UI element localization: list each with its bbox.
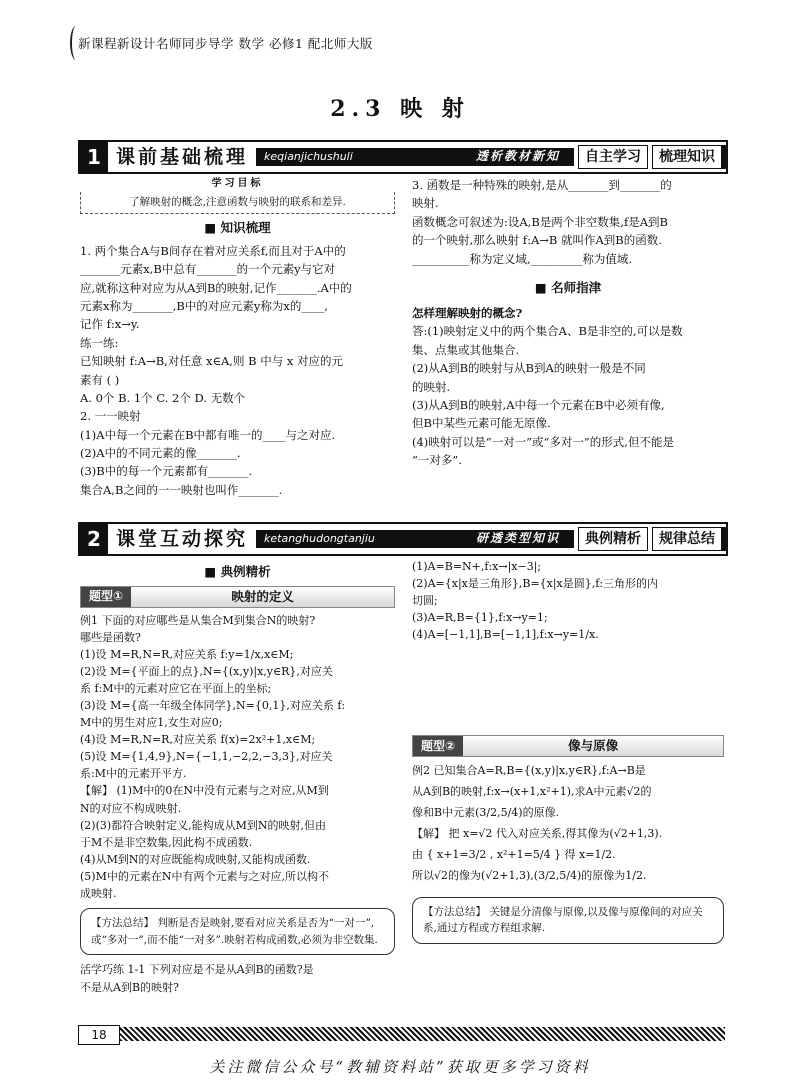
- section-tag-1: 典例精析: [578, 527, 648, 551]
- example-line: 于M不是非空数集,因此构不成函数.: [80, 835, 253, 849]
- example-line: 像和B中元素(3/2,5/4)的原像.: [412, 806, 560, 820]
- text-line: 已知映射 f:A→B,对任意 x∈A,则 B 中与 x 对应的元: [80, 354, 344, 369]
- section-pinyin: ketanghudongtanjiu: [264, 532, 375, 546]
- example-line: 系:M中的元素开平方.: [80, 767, 187, 781]
- answer-line: 集、点集或其他集合.: [412, 342, 520, 357]
- text-line: 集合A,B之间的一一映射也叫作_______.: [80, 482, 283, 497]
- answer-line: 答:(1)映射定义中的两个集合A、B是非空的,可以是数: [412, 324, 683, 339]
- example-line: 系 f:M中的元素对应它在平面上的坐标;: [80, 682, 272, 696]
- examples-heading-text: 典例精析: [220, 564, 271, 579]
- text-line: _______元素x,B中总有_______的一个元素y与它对: [80, 262, 336, 277]
- function-lines: [412, 176, 724, 268]
- example-line: 例2 已知集合A=R,B={(x,y)|x,y∈R},f:A→B是: [412, 764, 646, 778]
- example-line: (5)M中的元素在N中有两个元素与之对应,所以构不: [80, 869, 329, 883]
- text-line: 2. 一一映射: [80, 409, 141, 424]
- example-line: 所以√2的像为(√2+1,3),(3/2,5/4)的原像为1/2.: [412, 868, 647, 882]
- type-tag: 题型①: [81, 587, 131, 607]
- type-name: 像与原像: [568, 738, 619, 754]
- example-line: 【解】 把 x=√2 代入对应关系,得其像为(√2+1,3).: [412, 826, 663, 840]
- practice-1: [80, 961, 395, 996]
- example-line: (1)设 M=R,N=R,对应关系 f:y=1/x,x∈M;: [80, 648, 294, 662]
- example-line: M中的男生对应1,女生对应0;: [80, 716, 223, 730]
- knowledge-heading-text: 知识梳理: [220, 219, 271, 235]
- example-line: (5)设 M={1,4,9},N={−1,1,−2,2,−3,3},对应关: [80, 750, 333, 764]
- section-stripe: [256, 530, 574, 548]
- type-name: 映射的定义: [231, 589, 294, 604]
- text-line: (1)A中每一个元素在B中都有唯一的____与之对应.: [80, 427, 336, 442]
- section-slogan: 研透类型知识: [475, 531, 560, 546]
- page-title: 2.3 映 射: [330, 96, 470, 122]
- section2-left: [80, 558, 395, 997]
- section2-right: [412, 558, 724, 944]
- practice-line: 活学巧练 1-1 下列对应是不是从A到B的函数?是: [80, 963, 314, 977]
- text-line: 3. 函数是一种特殊的映射,是从_______到_______的: [412, 178, 672, 192]
- example-line: 例1 下面的对应哪些是从集合M到集合N的映射?: [80, 614, 316, 627]
- section-stripe: [256, 148, 574, 166]
- text-line: 元素x称为_______,B中的对应元素y称为x的____,: [80, 298, 328, 313]
- section-tag-2: 规律总结: [652, 527, 726, 551]
- practice-item: (1)A=B=N+,f:x→|x−3|;: [412, 560, 542, 573]
- practice-line: 不是从A到B的映射?: [80, 980, 179, 994]
- example-line: 从A到B的映射,f:x→(x+1,x²+1),求A中元素√2的: [412, 785, 652, 799]
- example-line: N的对应不构成映射.: [80, 801, 182, 815]
- answer-line: (2)从A到B的映射与从B到A的映射一般是不同: [412, 361, 646, 376]
- text-line: 的一个映射,那么映射 f:A→B 就叫作A到B的函数.: [412, 233, 662, 248]
- text-line: 应,就称这种对应为从A到B的映射,记作_______.A中的: [80, 280, 352, 295]
- answer-line: (4)映射可以是“一对一”或“多对一”的形式,但不能是: [412, 434, 674, 449]
- section1-right: [412, 176, 724, 469]
- type-bar-2: [412, 735, 724, 757]
- knowledge-lines: [80, 242, 395, 499]
- practice-item: (3)A=R,B={1},f:x→y=1;: [412, 611, 548, 625]
- example-line: (4)设 M=R,N=R,对应关系 f(x)=2x²+1,x∈M;: [80, 733, 316, 747]
- section-tag-1: 自主学习: [578, 145, 648, 169]
- goal-title: 学习目标: [211, 178, 264, 189]
- text-line: (2)A中的不同元素的像_______.: [80, 446, 241, 461]
- text-line: 练一练:: [80, 335, 119, 350]
- example-line: 成映射.: [80, 886, 117, 900]
- tips-question: 怎样理解映射的概念?: [412, 305, 523, 320]
- example-line: 由 { x+1=3/2 , x²+1=5/4 } 得 x=1/2.: [412, 847, 616, 861]
- text-line: 函数概念可叙述为:设A,B是两个非空数集,f是A到B: [412, 214, 668, 229]
- text-line: 素有 ( ): [80, 372, 120, 387]
- type-tag: 题型②: [413, 736, 463, 756]
- tips-heading: ■ 名师指津: [534, 279, 602, 295]
- answer-line: (3)从A到B的映射,A中每一个元素在B中必须有像,: [412, 397, 665, 412]
- text-line: A. 0个 B. 1个 C. 2个 D. 无数个: [80, 390, 246, 405]
- section1-left: [80, 176, 395, 499]
- example-line: 哪些是函数?: [80, 631, 141, 645]
- example-2: [412, 761, 724, 886]
- section-number: 1: [80, 142, 108, 172]
- practice-item: (4)A=[−1,1],B=[−1,1],f:x→y=1/x.: [412, 628, 599, 642]
- text-line: 映射.: [412, 196, 439, 211]
- examples-heading: ■ 典例精析: [204, 564, 271, 579]
- goal-box: [80, 192, 395, 214]
- text-line: (3)B中的每一个元素都有_______.: [80, 464, 253, 479]
- practice-item: (2)A={x|x是三角形},B={x|x是圆},f:三角形的内: [412, 577, 659, 591]
- knowledge-heading: ■ 知识梳理: [204, 219, 271, 235]
- answer-line: 的映射.: [412, 379, 451, 394]
- text-line: 记作 f:x→y.: [80, 317, 140, 332]
- answer-line: “一对多”.: [412, 453, 462, 468]
- practice-item: 切圆;: [412, 594, 438, 608]
- example-line: 【解】 (1)M中的0在N中没有元素与之对应,从M到: [80, 784, 329, 798]
- section-number: 2: [80, 524, 108, 554]
- type-bar-1: [80, 586, 395, 608]
- page-number: 18: [78, 1025, 120, 1045]
- tips-heading-text: 名师指津: [551, 279, 602, 295]
- tips-answer: [412, 322, 724, 469]
- section-band-1: [78, 140, 728, 174]
- footer-note: 关注微信公众号“教辅资料站”获取更多学习资料: [209, 1058, 591, 1076]
- practice-items: [412, 558, 724, 643]
- section-band-2: [78, 522, 728, 556]
- section-tag-2: 梳理知识: [652, 145, 726, 169]
- example-1: [80, 612, 395, 902]
- book-header: 新课程新设计名师同步导学 数学 必修1 配北师大版: [78, 36, 373, 51]
- text-line: __________称为定义域,_________称为值域.: [412, 251, 633, 266]
- section-pinyin: keqianjichushuli: [264, 150, 353, 164]
- example-line: (2)(3)都符合映射定义,能构成从M到N的映射,但由: [80, 818, 327, 832]
- method-summary-2: 【方法总结】 关键是分清像与原像,以及像与原像间的对应关系,通过方程或方程组求解.: [412, 897, 724, 945]
- goal-text: 了解映射的概念,注意函数与映射的联系和差异.: [129, 196, 346, 208]
- section-name: 课堂互动探究: [116, 527, 249, 550]
- page-stripe: [120, 1027, 725, 1041]
- section-name: 课前基础梳理: [116, 145, 249, 168]
- example-line: (3)设 M={高一年级全体同学},N={0,1},对应关系 f:: [80, 699, 346, 713]
- example-line: (4)从M到N的对应既能构成映射,又能构成函数.: [80, 852, 311, 866]
- text-line: 1. 两个集合A与B间存在着对应关系f,而且对于A中的: [80, 243, 346, 258]
- method-summary-1: 【方法总结】 判断是否是映射,要看对应关系是否为“一对一”,或“多对一”,而不能“一对多”.映射若构成函数,必须为非空数集.: [80, 908, 395, 956]
- section-slogan: 透析教材新知: [475, 149, 560, 164]
- example-line: (2)设 M={平面上的点},N={(x,y)|x,y∈R},对应关: [80, 665, 333, 679]
- answer-line: 但B中某些元素可能无原像.: [412, 416, 551, 431]
